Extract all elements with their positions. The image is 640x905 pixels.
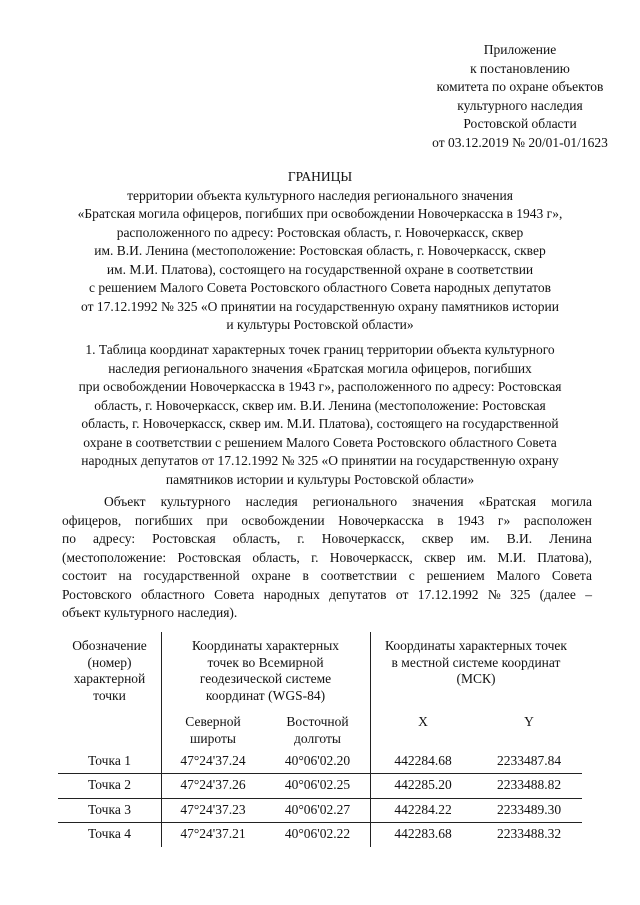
table-cell-point: Точка 1 — [88, 753, 131, 768]
table-cell-y: 2233488.82 — [496, 777, 562, 792]
paragraph-word: погибших — [134, 512, 193, 528]
title-line: с решением Малого Совета Ростовского областного Совета народных депутатов — [89, 280, 551, 295]
header-line: в местной системе координат — [391, 654, 561, 670]
table-cell-y: 2233488.32 — [496, 826, 562, 841]
table-cell-lat: 47°24'37.26 — [180, 777, 246, 792]
coordinates-table — [58, 632, 582, 847]
paragraph-word: на — [118, 568, 132, 583]
section-1-heading — [40, 341, 600, 489]
header-msk — [370, 638, 582, 688]
paragraph-word: могила — [551, 494, 592, 509]
section-line: 1. Таблица координат характерных точек границ территории объекта культурного — [85, 342, 555, 357]
section-line: наследия регионального значения «Братская могила офицеров, погибших — [108, 360, 532, 376]
header-wgs84 — [161, 638, 370, 704]
paragraph-word: Совета — [214, 586, 255, 602]
paragraph-word: состоит — [62, 568, 107, 583]
header-north-latitude — [161, 714, 265, 747]
section-line: охране в соответствии с решением Малого Совета Ростовского областного Совета — [83, 434, 557, 450]
paragraph-word: № — [487, 586, 501, 602]
table-cell-point: Точка 3 — [88, 802, 131, 817]
header-line: Северной — [185, 714, 241, 729]
paragraph-word: Ленина — [549, 531, 592, 546]
table-divider — [58, 798, 582, 799]
table-cell-lon: 40°06'02.25 — [284, 777, 351, 792]
title-line: им. В.И. Ленина (местоположение: Ростовская область, г. Новочеркасск, сквер — [94, 243, 546, 258]
table-cell-x: 442284.22 — [394, 802, 452, 817]
title-line: им. М.И. Платова), состоящего на государственной охране в соответствии — [106, 261, 534, 277]
paragraph-word: от — [395, 586, 409, 602]
appendix-line: Приложение — [483, 42, 557, 57]
paragraph-word: при — [206, 512, 228, 528]
paragraph-word: освобождении — [241, 512, 325, 528]
table-cell-y: 2233487.84 — [496, 753, 562, 768]
paragraph-line — [62, 512, 592, 531]
section-line: народных депутатов от 17.12.1992 № 325 «О принятии на государственную охрану — [81, 453, 559, 468]
paragraph-word: с — [408, 568, 415, 583]
table-cell-x: 442285.20 — [394, 777, 452, 792]
paragraph-word: область, — [232, 531, 281, 546]
paragraph-word: областного — [140, 586, 205, 602]
appendix-line: Ростовской области — [463, 116, 577, 131]
paragraph-word: Совета — [551, 568, 592, 583]
header-line: Координаты характерных — [191, 638, 340, 653]
paragraph-word: в — [302, 568, 309, 583]
paragraph-word: им. — [466, 549, 487, 565]
table-cell-point: Точка 4 — [88, 826, 131, 841]
paragraph-word: 325 — [510, 586, 531, 602]
section-line: область, г. Новочеркасск, сквер им. М.И. Платова), состоящего на государственной — [81, 416, 559, 431]
paragraph-word: – — [585, 586, 592, 602]
paragraph-word: 1943 — [457, 512, 485, 528]
header-line: Координаты характерных точек — [385, 638, 567, 653]
header-line: (МСК) — [456, 671, 496, 686]
header-line: точки — [93, 687, 126, 703]
paragraph-word: Объект — [104, 494, 146, 509]
section-line: памятников истории и культуры Ростовской области» — [165, 471, 475, 487]
header-line: долготы — [294, 730, 341, 746]
paragraph-word: расположен — [523, 512, 592, 528]
header-line: геодезической системе — [199, 671, 332, 686]
paragraph-word: Новочеркасск, — [321, 531, 405, 546]
appendix-line: от 03.12.2019 № 20/01-01/1623 — [432, 134, 608, 150]
paragraph-word: сквер — [424, 549, 456, 565]
table-cell-lat: 47°24'37.23 — [180, 802, 246, 817]
title-line: расположенного по адресу: Ростовская область, г. Новочеркасск, сквер — [116, 224, 524, 240]
appendix-line: к постановлению — [470, 60, 570, 76]
section-line: область, г. Новочеркасск, сквер им. В.И. Ленина (местоположение: Ростовская — [94, 397, 546, 413]
appendix-line: культурного наследия — [457, 97, 583, 113]
appendix-line: комитета по охране объектов — [436, 79, 604, 94]
body-paragraph — [62, 493, 592, 623]
title-line: «Братская могила офицеров, погибших при освобождении Новочеркасска в 1943 г», — [77, 206, 563, 221]
paragraph-line — [62, 586, 592, 605]
paragraph-word: в — [437, 512, 444, 528]
paragraph-word: (местоположение: — [62, 549, 167, 565]
header-line: Восточной — [286, 714, 349, 729]
paragraph-word: сквер — [421, 531, 454, 546]
header-line: точек во Всемирной — [207, 654, 324, 670]
header-line: характерной — [73, 671, 146, 686]
table-cell-lat: 47°24'37.21 — [180, 826, 246, 841]
paragraph-line — [62, 530, 592, 549]
paragraph-line — [62, 549, 592, 568]
table-cell-x: 442284.68 — [394, 753, 452, 768]
section-line: при освобождении Новочеркасска в 1943 г», расположенного по адресу: Ростовская — [78, 379, 562, 394]
paragraph-word: объект культурного наследия). — [62, 605, 238, 620]
table-cell-lat: 47°24'37.24 — [180, 753, 246, 768]
paragraph-word: решением — [426, 568, 485, 583]
title-line: территории объекта культурного наследия регионального значения — [127, 187, 513, 203]
paragraph-word: культурного — [160, 494, 231, 509]
header-y: Y — [524, 714, 534, 729]
paragraph-line — [62, 567, 592, 586]
header-line: Обозначение — [72, 638, 147, 653]
paragraph-line — [62, 604, 592, 623]
paragraph-word: им. — [470, 531, 490, 546]
paragraph-line — [62, 493, 592, 512]
table-cell-x: 442283.68 — [394, 826, 452, 841]
table-divider — [58, 822, 582, 823]
paragraph-word: соответствии — [320, 568, 397, 583]
header-line: координат (WGS-84) — [205, 687, 326, 703]
table-cell-point: Точка 2 — [88, 777, 131, 792]
title-line: от 17.12.1992 № 325 «О принятии на государственную охрану памятников истории — [81, 298, 559, 314]
table-cell-y: 2233489.30 — [496, 802, 562, 817]
paragraph-word: г. — [311, 549, 319, 565]
paragraph-word: охране — [251, 568, 291, 583]
paragraph-word: наследия — [245, 494, 298, 509]
paragraph-word: регионального — [312, 494, 398, 509]
paragraph-word: (далее — [539, 586, 576, 602]
paragraph-word: офицеров, — [62, 512, 122, 528]
paragraph-word: Новочеркасск, — [329, 549, 413, 565]
appendix-block — [400, 41, 640, 152]
header-east-longitude — [265, 714, 370, 747]
paragraph-word: «Братская — [478, 494, 537, 509]
paragraph-word: значения — [412, 494, 464, 509]
paragraph-word: Малого — [496, 568, 541, 583]
paragraph-word: народных — [263, 586, 320, 602]
paragraph-word: Новочеркасска — [338, 512, 424, 528]
paragraph-word: по — [62, 531, 76, 546]
header-line: широты — [190, 730, 236, 746]
paragraph-word: адресу: — [93, 531, 136, 546]
paragraph-word: М.И. — [497, 549, 526, 565]
title-block — [40, 168, 600, 335]
paragraph-word: 17.12.1992 — [417, 586, 479, 602]
table-cell-lon: 40°06'02.20 — [284, 753, 351, 768]
table-cell-lon: 40°06'02.22 — [284, 826, 351, 841]
paragraph-word: г. — [297, 531, 305, 546]
paragraph-word: Платова), — [537, 549, 592, 565]
paragraph-word: г» — [497, 512, 511, 528]
paragraph-word: Ростовская — [152, 531, 216, 546]
paragraph-word: Ростовского — [62, 586, 132, 602]
title-line: и культуры Ростовской области» — [226, 317, 414, 332]
paragraph-word: область, — [252, 549, 300, 565]
header-point-designation — [58, 638, 161, 704]
paragraph-word: Ростовская — [177, 549, 242, 565]
header-line: (номер) — [87, 654, 132, 670]
table-cell-lon: 40°06'02.27 — [284, 802, 351, 817]
header-x: X — [418, 714, 428, 729]
paragraph-word: депутатов — [329, 586, 387, 602]
paragraph-word: государственной — [143, 568, 240, 583]
page-title: ГРАНИЦЫ — [287, 169, 353, 184]
paragraph-word: В.И. — [506, 531, 533, 546]
table-divider — [58, 773, 582, 774]
